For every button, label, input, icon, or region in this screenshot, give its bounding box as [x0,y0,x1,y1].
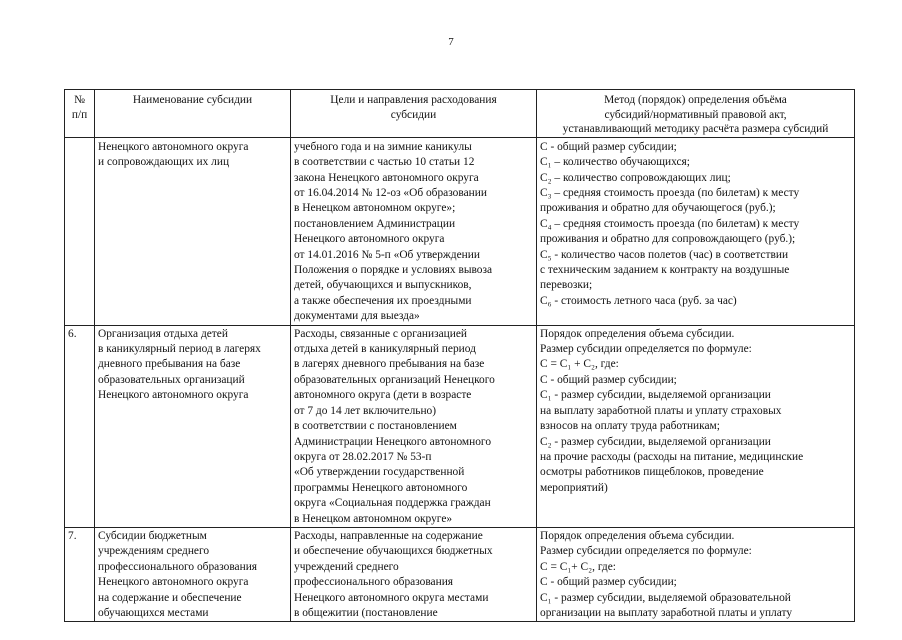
text-line: Ненецкого автономного округа местами [294,591,489,604]
text-line: С₁ - размер субсидии, выделяемой организации [540,389,771,402]
text-line: Ненецкого автономного округа [98,389,249,402]
goals-cell [291,137,537,325]
text-line: устанавливающий методику расчёта размера субсидий [562,123,829,136]
text-line: Субсидии бюджетным [98,529,207,542]
table-row [65,137,855,325]
subsidy-name-cell [95,137,291,325]
text-line: на выплату заработной платы и уплату страховых [540,404,782,417]
text-line: Метод (порядок) определения объёма [604,94,787,106]
text-line: С₁ - размер субсидии, выделяемой образовательной [540,591,791,604]
header-goals [291,90,537,138]
subsidies-table [64,89,855,622]
subsidy-name-cell [95,527,291,621]
text-line: в общежитии (постановление [294,606,438,619]
text-line: С₂ - размер субсидии, выделяемой организации [540,435,771,448]
row-number [65,137,95,325]
text-line: образовательных организаций [98,373,245,386]
text-line: Расходы, направленные на содержание [294,529,483,542]
method-cell [537,325,855,527]
goals-cell [291,325,537,527]
text-line: «Об утверждении государственной [294,466,465,479]
text-line: п/п [71,108,88,121]
text-line: субсидии [390,108,437,121]
text-line: учебного года и на зимние каникулы [294,140,472,153]
table-header-row [65,90,855,138]
text-line: Ненецкого автономного округа [98,140,249,153]
text-line: Порядок определения объема субсидии. [540,529,735,542]
text-line: Положения о порядке и условиях вывоза [294,264,493,277]
text-line: учреждений среднего [294,560,399,573]
text-line: С₂ – количество сопровождающих лиц; [540,171,731,184]
text-line: в лагерях дневного пребывания на базе [294,358,485,371]
text-line: от 14.01.2016 № 5-п «Об утверждении [294,248,480,261]
text-line: С - общий размер субсидии; [540,140,677,153]
text-line: в соответствии с постановлением [294,420,457,433]
text-line: С₁ – количество обучающихся; [540,156,690,169]
text-line: С - общий размер субсидии; [540,373,677,386]
goals-cell [291,527,537,621]
text-line: детей, обучающихся и выпускников, [294,279,472,292]
subsidy-name-cell [95,325,291,527]
text-line: проживания и обратно для сопровождающего (руб.); [540,233,796,246]
text-line: в Ненецком автономном округе» [294,512,453,525]
text-line: а также обеспечения их проездными [294,294,472,307]
text-line: Размер субсидии определяется по формуле: [540,545,752,558]
table-row [65,527,855,621]
text-line: субсидий/нормативный правовой акт, [604,108,787,121]
text-line: С = С₁ + С₂, где: [540,358,619,371]
text-line: проживания и обратно для обучающегося (руб.); [540,202,776,215]
text-line: взносов на оплату труда работникам; [540,420,720,433]
row-number: 6. [65,325,95,527]
text-line: программы Ненецкого автономного [294,481,468,494]
text-line: и сопровождающих их лиц [98,156,230,169]
text-line: документами для выезда» [294,310,420,323]
text-line: С₆ - стоимость летного часа (руб. за час) [540,294,737,307]
text-line: С = С₁+ С₂, где: [540,560,616,573]
text-line: Организация отдыха детей [98,327,228,340]
text-line: отдыха детей в каникулярный период [294,343,476,356]
text-line: профессионального образования [294,576,454,589]
text-line: С₅ - количество часов полетов (час) в соответствии [540,248,789,261]
text-line: Порядок определения объема субсидии. [540,327,735,340]
header-number [65,90,95,138]
text-line: мероприятий) [540,481,608,494]
text-line: С₃ – средняя стоимость проезда (по билетам) к месту [540,187,800,199]
method-cell [537,137,855,325]
page-number: 7 [448,36,454,48]
text-line: перевозки; [540,279,593,292]
text-line: Расходы, связанные с организацией [294,327,468,340]
text-line: на содержание и обеспечение [98,591,242,604]
text-line: № [74,94,85,106]
text-line: Ненецкого автономного округа [294,233,445,246]
text-line: образовательных организаций Ненецкого [294,373,495,386]
text-line: профессионального образования [98,560,258,573]
text-line: Наименование субсидии [132,94,253,106]
text-line: округа «Социальная поддержка граждан [294,497,491,510]
text-line: в Ненецком автономном округе»; [294,202,456,215]
text-line: постановлением Администрации [294,217,456,230]
text-line: от 16.04.2014 № 12-оз «Об образовании [294,187,487,199]
table-row [65,325,855,527]
text-line: округа от 28.02.2017 № 53-п [294,450,432,463]
header-method [537,90,855,138]
text-line: в каникулярный период в лагерях [98,343,261,356]
text-line: дневного пребывания на базе [98,358,241,371]
text-line: Цели и направления расходования [330,94,497,106]
text-line: Администрации Ненецкого автономного [294,435,492,448]
text-line: организации на выплату заработной платы и уплату [540,606,793,619]
text-line: на прочие расходы (расходы на питание, медицинские [540,450,804,463]
text-line: обучающихся местами [98,606,209,619]
row-number: 7. [65,527,95,621]
text-line: и обеспечение обучающихся бюджетных [294,545,493,558]
text-line: С - общий размер субсидии; [540,576,677,589]
text-line: учреждениям среднего [98,545,210,558]
header-subsidy-name [95,90,291,138]
text-line: автономного округа (дети в возрасте [294,389,472,402]
text-line: Размер субсидии определяется по формуле: [540,343,752,356]
text-line: в соответствии с частью 10 статьи 12 [294,156,475,169]
text-line: от 7 до 14 лет включительно) [294,404,437,417]
text-line: С₄ – средняя стоимость проезда (по билетам) к месту [540,217,800,230]
method-cell [537,527,855,621]
text-line: с техническим заданием к контракту на воздушные [540,264,790,277]
text-line: осмотры работников пищеблоков, проведение [540,466,764,479]
text-line: Ненецкого автономного округа [98,576,249,589]
text-line: закона Ненецкого автономного округа [294,171,479,184]
